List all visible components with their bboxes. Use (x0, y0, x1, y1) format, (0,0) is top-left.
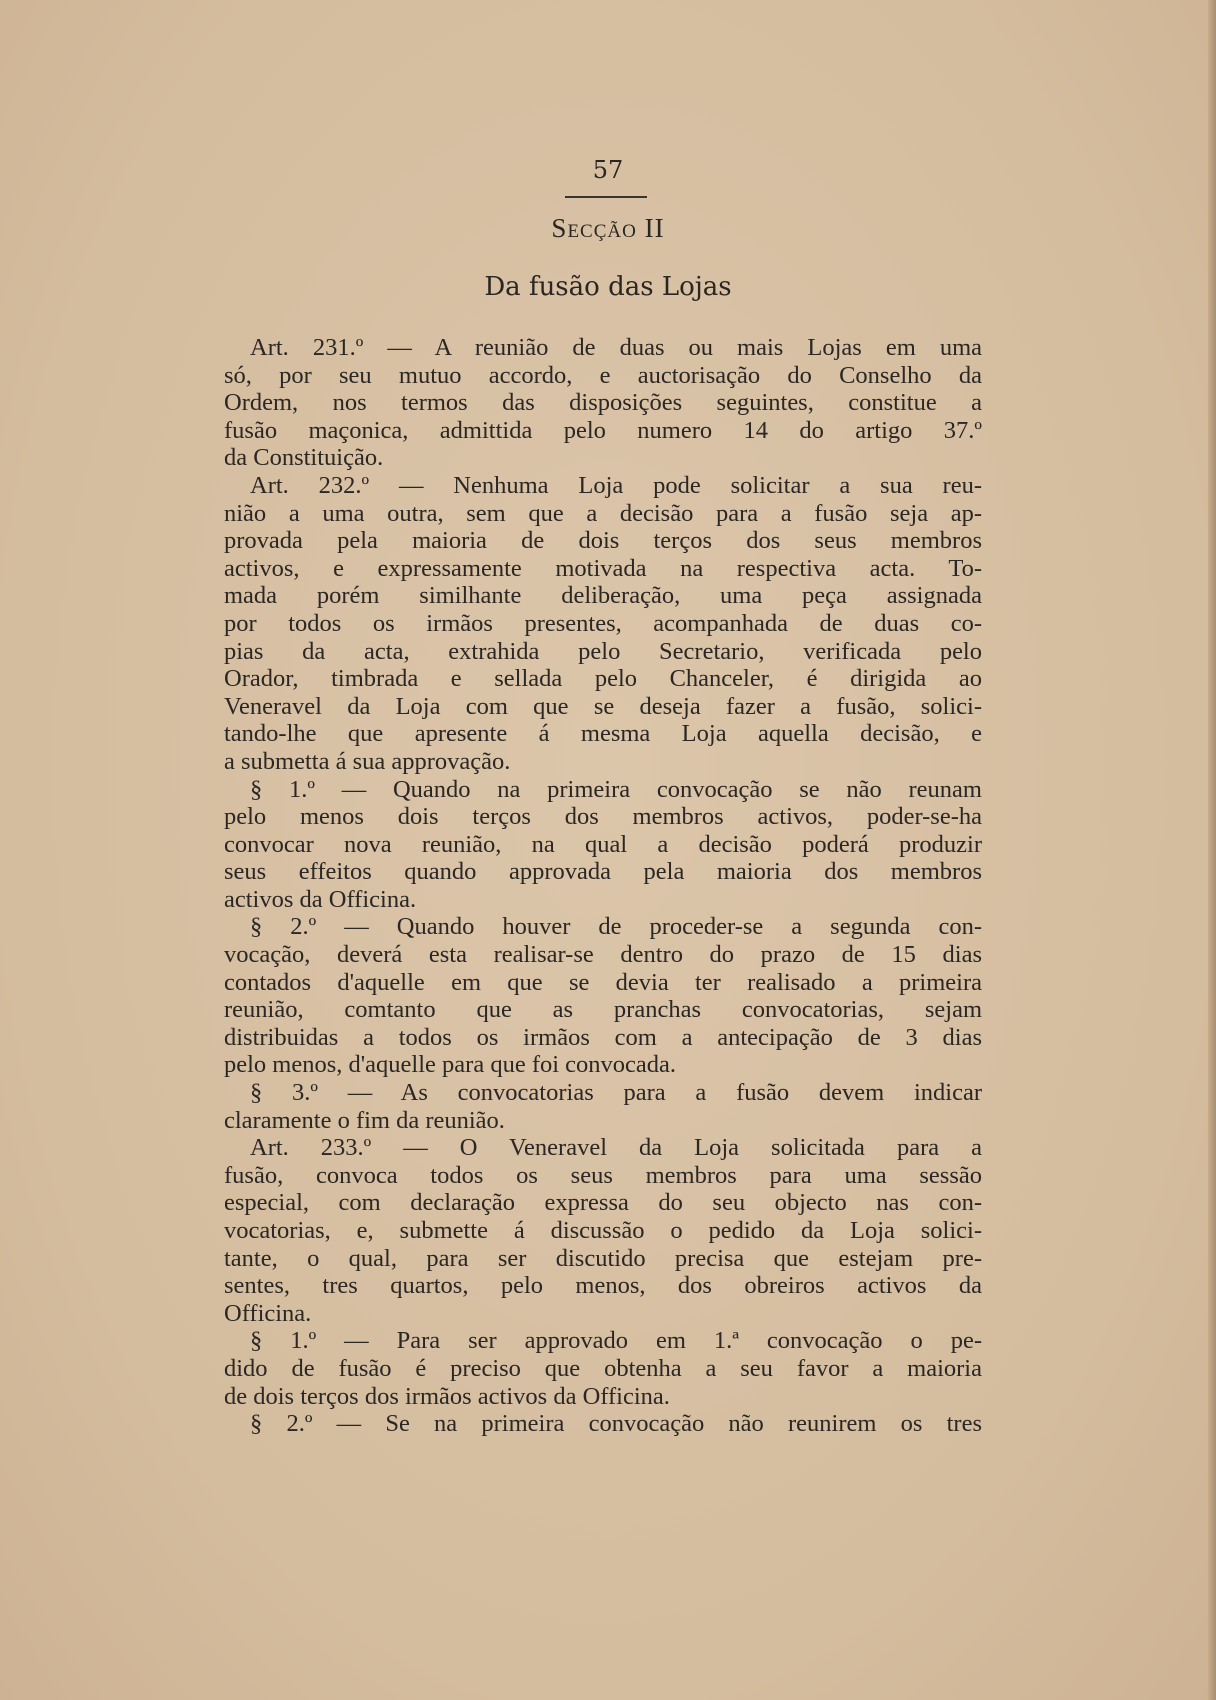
text-line: provada pela maioria de dois terços dos seus membros (224, 527, 982, 555)
text-line: pelo menos dois terços dos membros activos, poder-se-ha (224, 803, 982, 831)
paragraph (224, 776, 982, 914)
header-rule (565, 196, 647, 198)
text-line: Art. 232.º — Nenhuma Loja pode solicitar a sua reu- (250, 471, 982, 499)
text-line: tante, o qual, para ser discutido precisa que estejam pre- (224, 1244, 982, 1272)
text-line: vocação, deverá esta realisar-se dentro do prazo de 15 dias (224, 941, 982, 969)
chapter-title: Da fusão das Lojas (484, 272, 732, 302)
page-edge (1208, 0, 1216, 1700)
text-line: § 1.º — Quando na primeira convocação se não reunam (250, 775, 982, 803)
paragraph (224, 1327, 982, 1410)
text-line: § 2.º — Se na primeira convocação não reunirem os tres (250, 1410, 982, 1438)
text-line: pias da acta, extrahida pelo Secretario, verificada pelo (224, 637, 982, 665)
section-heading: Secção II (551, 213, 665, 243)
text-line: pelo menos, d'aquelle para que foi convocada. (224, 1051, 677, 1079)
text-line: da Constituição. (224, 444, 384, 472)
paragraph (224, 334, 982, 472)
text-line: Ordem, nos termos das disposições seguintes, constitue a (224, 389, 982, 417)
text-line: tando-lhe que apresente á mesma Loja aquella decisão, e (224, 720, 982, 748)
paragraph (224, 1410, 982, 1438)
text-line: reunião, comtanto que as pranchas convocatorias, sejam (224, 996, 982, 1024)
text-line: de dois terços dos irmãos activos da Officina. (224, 1382, 670, 1410)
paragraph (224, 1079, 982, 1134)
text-line: Officina. (224, 1299, 312, 1327)
paragraph (224, 913, 982, 1079)
text-line: activos, e expressamente motivada na respectiva acta. To- (224, 554, 982, 582)
text-line: nião a uma outra, sem que a decisão para a fusão seja ap- (224, 499, 982, 527)
paragraph (224, 1134, 982, 1327)
text-line: mada porém similhante deliberação, uma peça assignada (224, 582, 982, 610)
text-line: distribuidas a todos os irmãos com a antecipação de 3 dias (224, 1023, 982, 1051)
text-line: dido de fusão é preciso que obtenha a seu favor a maioria (224, 1354, 982, 1382)
text-line: claramente o fim da reunião. (224, 1106, 505, 1134)
text-line: por todos os irmãos presentes, acompanhada de duas co- (224, 609, 982, 637)
text-line: vocatorias, e, submette á discussão o pedido da Loja solici- (224, 1217, 982, 1244)
text-line: fusão maçonica, admittida pelo numero 14 do artigo 37.º (224, 416, 982, 444)
text-line: activos da Officina. (224, 885, 417, 913)
text-line: convocar nova reunião, na qual a decisão poderá produzir (224, 830, 982, 858)
text-line: Veneravel da Loja com que se deseja fazer a fusão, solici- (224, 692, 982, 720)
text-line: Orador, timbrada e sellada pelo Chanceler, é dirigida ao (224, 665, 982, 693)
text-line: seus effeitos quando approvada pela maioria dos membros (224, 858, 982, 886)
text-line: só, por seu mutuo accordo, e auctorisação do Conselho da (224, 361, 982, 389)
paragraph (224, 472, 982, 776)
text-line: § 1.º — Para ser approvado em 1.ª convocação o pe- (250, 1327, 982, 1355)
text-line: contados d'aquelle em que se devia ter realisado a primeira (224, 968, 982, 996)
text-line: Art. 233.º — O Veneravel da Loja solicitada para a (250, 1134, 982, 1162)
text-line: a submetta á sua approvação. (224, 747, 511, 775)
text-line: sentes, tres quartos, pelo menos, dos obreiros activos da (224, 1272, 982, 1300)
page-number: 57 (592, 156, 624, 184)
text-line: fusão, convoca todos os seus membros para uma sessão (224, 1161, 982, 1189)
text-line: § 3.º — As convocatorias para a fusão devem indicar (250, 1079, 982, 1107)
body-text (224, 334, 982, 1438)
text-line: especial, com declaração expressa do seu objecto nas con- (224, 1189, 982, 1217)
text-line: Art. 231.º — A reunião de duas ou mais Lojas em uma (250, 334, 982, 361)
text-line: § 2.º — Quando houver de proceder-se a segunda con- (250, 913, 982, 941)
